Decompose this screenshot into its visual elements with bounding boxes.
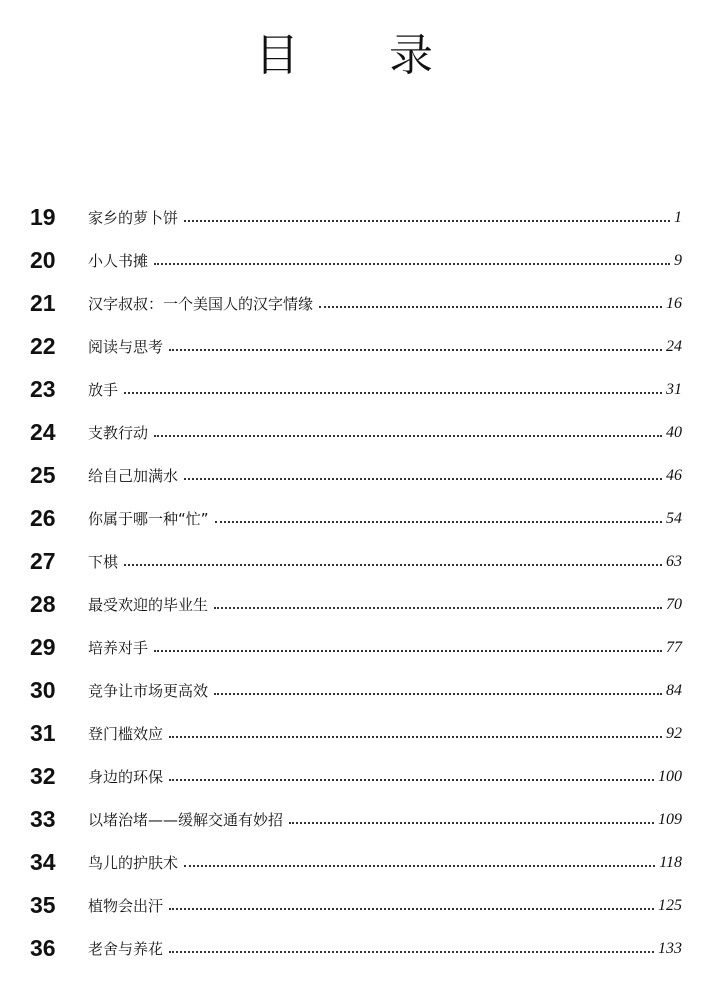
toc-entry[interactable] [30, 325, 682, 368]
dot-leader [289, 822, 654, 824]
chapter-number: 32 [30, 763, 56, 789]
dot-leader [214, 693, 662, 695]
chapter-number: 20 [30, 247, 56, 273]
toc-entry[interactable] [30, 454, 682, 497]
page-number: 9 [674, 251, 682, 269]
chapter-title[interactable]: 登门槛效应 [88, 725, 164, 743]
dot-leader [319, 306, 662, 308]
table-of-contents [30, 196, 682, 970]
page-number: 24 [666, 337, 682, 355]
chapter-number: 19 [30, 204, 56, 230]
toc-entry[interactable] [30, 583, 682, 626]
chapter-title[interactable]: 最受欢迎的毕业生 [88, 596, 209, 614]
page-number: 118 [659, 853, 682, 871]
dot-leader [169, 779, 654, 781]
toc-entry[interactable] [30, 411, 682, 454]
chapter-title[interactable]: 培养对手 [88, 639, 149, 657]
page-number: 1 [674, 208, 682, 226]
dot-leader [215, 521, 662, 523]
chapter-title[interactable]: 阅读与思考 [88, 338, 164, 356]
dot-leader [154, 435, 662, 437]
dot-leader [124, 564, 662, 566]
chapter-title[interactable]: 以堵治堵——缓解交通有妙招 [88, 811, 284, 829]
dot-leader [169, 908, 654, 910]
page-number: 100 [658, 767, 682, 785]
toc-entry[interactable] [30, 669, 682, 712]
toc-entry[interactable] [30, 712, 682, 755]
chapter-number: 27 [30, 548, 56, 574]
toc-entry[interactable] [30, 368, 682, 411]
chapter-title[interactable]: 下棋 [88, 553, 119, 571]
dot-leader [169, 349, 662, 351]
chapter-number: 23 [30, 376, 56, 402]
toc-entry[interactable] [30, 927, 682, 970]
page-number: 31 [666, 380, 682, 398]
chapter-title[interactable]: 汉字叔叔：一个美国人的汉字情缘 [88, 295, 314, 313]
dot-leader [184, 865, 655, 867]
page-number: 109 [658, 810, 682, 828]
chapter-number: 33 [30, 806, 56, 832]
chapter-title[interactable]: 支教行动 [88, 424, 149, 442]
page-number: 54 [666, 509, 682, 527]
dot-leader [169, 736, 662, 738]
page-number: 46 [666, 466, 682, 484]
page-number: 77 [666, 638, 682, 656]
dot-leader [154, 650, 662, 652]
toc-entry[interactable] [30, 884, 682, 927]
page-number: 92 [666, 724, 682, 742]
dot-leader [184, 478, 662, 480]
toc-entry[interactable] [30, 798, 682, 841]
chapter-title[interactable]: 家乡的萝卜饼 [88, 209, 179, 227]
chapter-number: 26 [30, 505, 56, 531]
page-number: 63 [666, 552, 682, 570]
page-number: 125 [658, 896, 682, 914]
toc-entry[interactable] [30, 626, 682, 669]
dot-leader [184, 220, 670, 222]
toc-entry[interactable] [30, 841, 682, 884]
page-number: 16 [666, 294, 682, 312]
dot-leader [124, 392, 662, 394]
page-number: 133 [658, 939, 682, 957]
chapter-title[interactable]: 给自己加满水 [88, 467, 179, 485]
dot-leader [169, 951, 654, 953]
dot-leader [154, 263, 670, 265]
chapter-title[interactable]: 老舍与养花 [88, 940, 164, 958]
chapter-number: 30 [30, 677, 56, 703]
chapter-number: 22 [30, 333, 56, 359]
toc-entry[interactable] [30, 196, 682, 239]
chapter-title[interactable]: 竞争让市场更高效 [88, 682, 209, 700]
page-number: 84 [666, 681, 682, 699]
toc-entry[interactable] [30, 497, 682, 540]
dot-leader [214, 607, 662, 609]
page-title: 目 录 [255, 30, 471, 81]
chapter-title[interactable]: 鸟儿的护肤术 [88, 854, 179, 872]
chapter-number: 24 [30, 419, 56, 445]
page-number: 70 [666, 595, 682, 613]
chapter-title[interactable]: 你属于哪一种“忙” [88, 510, 209, 528]
chapter-title[interactable]: 身边的环保 [88, 768, 164, 786]
chapter-number: 21 [30, 290, 56, 316]
chapter-number: 35 [30, 892, 56, 918]
chapter-title[interactable]: 小人书摊 [88, 252, 149, 270]
toc-entry[interactable] [30, 282, 682, 325]
chapter-number: 25 [30, 462, 56, 488]
chapter-title[interactable]: 放手 [88, 381, 119, 399]
page-number: 40 [666, 423, 682, 441]
chapter-number: 28 [30, 591, 56, 617]
toc-entry[interactable] [30, 755, 682, 798]
toc-entry[interactable] [30, 540, 682, 583]
chapter-number: 29 [30, 634, 56, 660]
chapter-number: 36 [30, 935, 56, 961]
toc-entry[interactable] [30, 239, 682, 282]
chapter-number: 34 [30, 849, 56, 875]
chapter-title[interactable]: 植物会出汗 [88, 897, 164, 915]
chapter-number: 31 [30, 720, 56, 746]
